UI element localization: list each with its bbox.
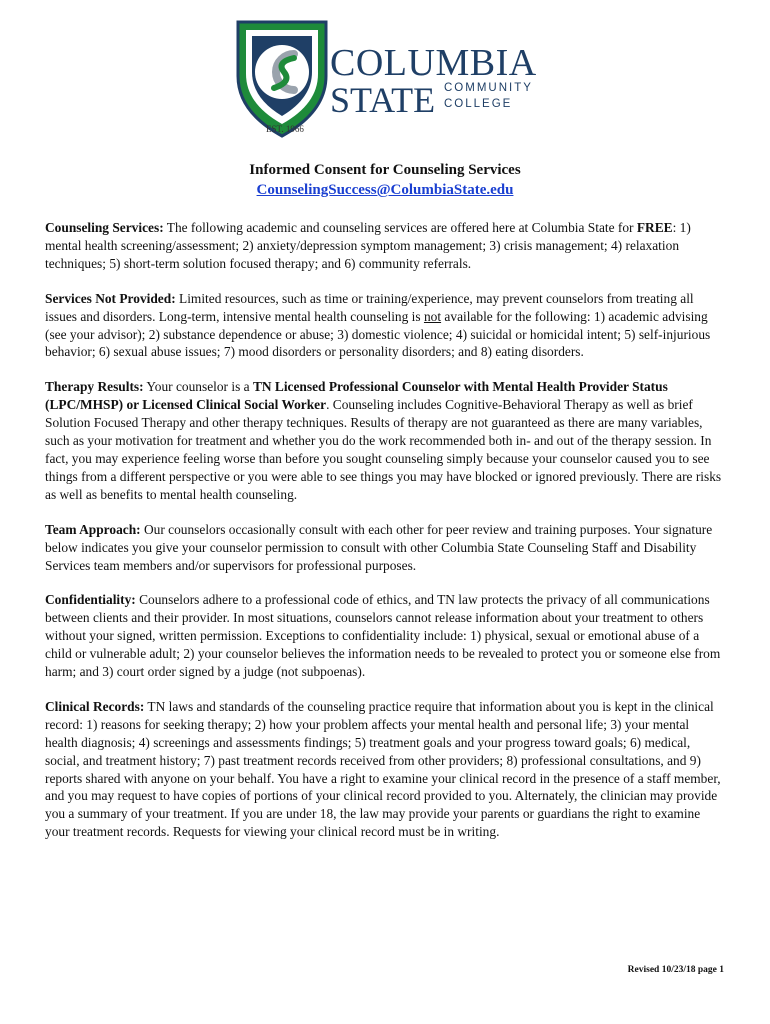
section-text: Our counselors occasionally consult with each other for peer review and training purposes. Your signature below indicates you give your counselor permission to consult with other Columbia State Counseling Staff and Disability Services team members and/or supervisors for professional purposes. — [45, 521, 713, 573]
section-text: Counselors adhere to a professional code of ethics, and TN law protects the privacy of all communications between clients and their provider. In most situations, counselors cannot release information about your treatment to others without your signed, written permission. Exceptions to confidentiality include: 1) physical, sexual or emotional abuse of a child or vulnerable adult; 2) your counselor believes the information needs to be revealed to protect you or someone else from harm; and 3) court order signed by a judge (not subpoenas). — [45, 592, 721, 680]
section-therapy-results — [45, 378, 725, 503]
section-services-not-provided — [45, 290, 725, 362]
counseling-email-link[interactable]: CounselingSuccess@ColumbiaState.edu — [256, 182, 514, 198]
logo-word-state: STATE — [330, 80, 436, 120]
section-text: available for the following: 1) academic advising (see your advisor); 2) substance dependence or abuse; 3) domestic violence; 4) suicidal or homicidal intent; 5) self-injurious behavior; 6) sexual abuse issues; 7) mood disorders or personality disorders; and 8) eating disorders. — [45, 308, 711, 360]
logo-word-columbia: COLUMBIA — [330, 42, 537, 84]
section-text: The following academic and counseling services are offered here at Columbia State for — [163, 220, 637, 235]
logo-word-college: COLLEGE — [444, 98, 513, 110]
section-text: Your counselor is a — [143, 379, 253, 395]
section-text: TN laws and standards of the counseling practice require that information about you is kept in the clinical record: 1) reasons for seeking therapy; 2) how your problem affects your mental health and personal life; 3) your mental health diagnosis; 4) screenings and assessments findings; 5) treatment goals and your progress toward goals; 6) medical, social, and treatment history; 7) past treatment records received from other providers; 8) professional consultations, and 9) reports shared with anyone on your behalf. You have a right to examine your clinical record in the presence of a staff member, and you may request to have copies of portions of your clinical record provided to you. Alternately, the clinician may provide you a summary of your treatment. If you are under 18, the law may provide your parents or guardians the right to examine your treatment records. Requests for viewing your clinical record must be in writing. — [45, 698, 721, 840]
college-logo — [232, 14, 552, 144]
section-heading: Team Approach: — [45, 521, 141, 537]
page-footer-revision: Revised 10/23/18 page 1 — [627, 965, 724, 975]
section-text: : 1) mental health screening/assessment; 2) anxiety/depression symptom management; 3) crisis management; 4) relaxation techniques; 5) short-term solution focused therapy; and 6) community referrals. — [45, 220, 691, 271]
not-emphasis: not — [423, 308, 442, 324]
section-heading: Confidentiality: — [45, 592, 136, 608]
logo-established-year: EST. 1966 — [266, 124, 304, 134]
logo-word-community: COMMUNITY — [444, 82, 533, 94]
section-confidentiality — [45, 591, 725, 681]
section-clinical-records — [45, 698, 725, 841]
section-team-approach — [45, 521, 725, 575]
section-text: Limited resources, such as time or training/experience, may prevent counselors from treating all issues and disorders. Long-term, intensive mental health counseling is — [45, 290, 694, 324]
free-emphasis: FREE — [636, 220, 673, 235]
section-heading: Counseling Services: — [45, 220, 164, 235]
credentials-emphasis: TN Licensed Professional Counselor with Mental Health Provider Status (LPC/MHSP) or Licensed Clinical Social Worker — [45, 379, 668, 413]
document-title: Informed Consent for Counseling Services — [249, 162, 521, 178]
section-heading: Clinical Records: — [45, 698, 145, 714]
section-heading: Therapy Results: — [45, 379, 144, 395]
section-heading: Services Not Provided: — [45, 290, 176, 306]
section-counseling-services — [45, 219, 725, 273]
section-text: . Counseling includes Cognitive-Behavioral Therapy as well as brief Solution Focused Therapy and other therapy techniques. Results of therapy are not guaranteed as there are many variables, such as your motivation for treatment and whether you do the work recommended both in- and out of the therapy session. In fact, you may experience feeling worse than before you sought counseling simply because your counselor caused you to see things from a different perspective or you were able to see things you may have blocked or ignored previously. There are risks as well as benefits to mental health counseling. — [45, 397, 722, 502]
document-body — [45, 219, 725, 858]
